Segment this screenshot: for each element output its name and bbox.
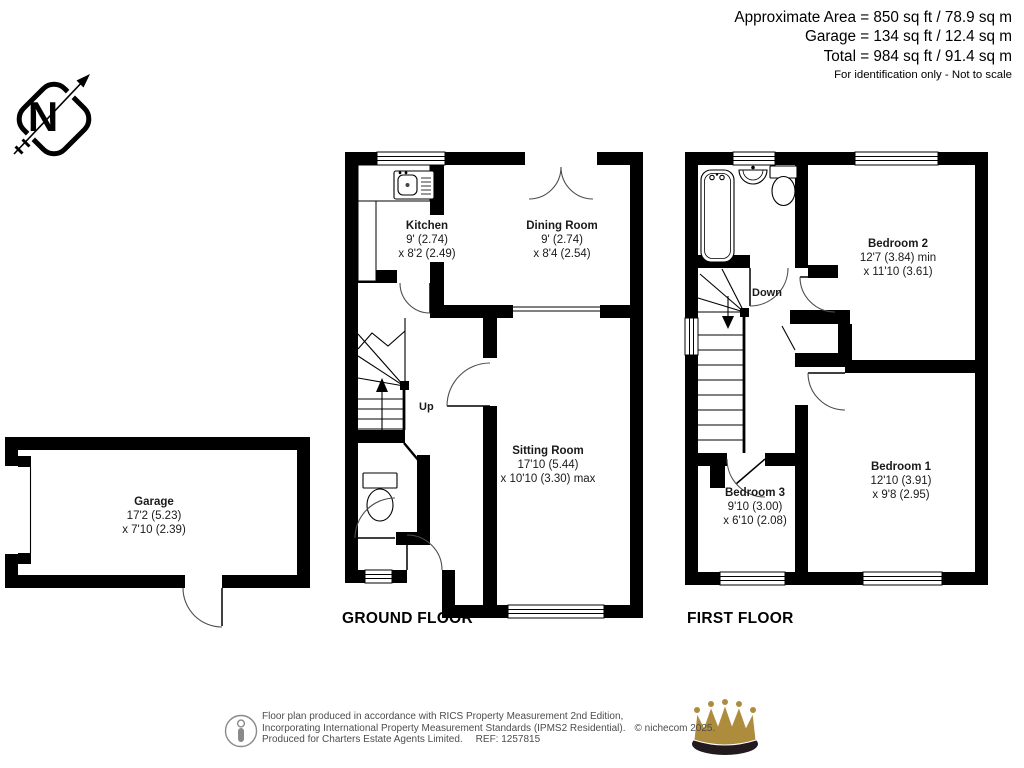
disclaimer-line-2-text: Incorporating International Property Measurement Standards (IPMS2 Residential). bbox=[262, 722, 626, 734]
reference-number: REF: 1257815 bbox=[475, 734, 541, 746]
room-name: Bedroom 2 bbox=[867, 238, 929, 250]
stairs-up-label: Up bbox=[419, 401, 434, 413]
ground-floor-label: GROUND FLOOR bbox=[342, 610, 474, 627]
area-summary bbox=[734, 8, 1012, 81]
window-icon bbox=[365, 570, 392, 583]
kitchen-sink-icon bbox=[394, 171, 434, 199]
toilet-icon bbox=[770, 166, 797, 206]
garage-label bbox=[122, 495, 186, 537]
room-dim: x 7'10 (2.39) bbox=[122, 524, 186, 536]
window-icon bbox=[685, 318, 698, 355]
window-icon bbox=[508, 605, 604, 618]
toilet-icon bbox=[363, 473, 397, 521]
window-icon bbox=[377, 152, 445, 165]
window-icon bbox=[863, 572, 942, 585]
room-name: Garage bbox=[134, 496, 174, 508]
room-name: Bedroom 3 bbox=[724, 487, 786, 499]
room-dim: 12'7 (3.84) min bbox=[859, 252, 937, 264]
room-dim: 9'10 (3.00) bbox=[727, 501, 783, 513]
bedroom-3-label bbox=[723, 486, 787, 528]
room-dim: 17'10 (5.44) bbox=[517, 459, 579, 471]
french-doors-icon bbox=[529, 167, 593, 199]
room-dim: 17'2 (5.23) bbox=[126, 510, 182, 522]
dining-room-label bbox=[526, 219, 598, 261]
garage-area-line: Garage = 134 sq ft / 12.4 sq m bbox=[804, 28, 1012, 46]
archway-lines bbox=[513, 307, 600, 311]
room-dim: x 8'4 (2.54) bbox=[533, 248, 591, 260]
room-dim: x 8'2 (2.49) bbox=[398, 248, 456, 260]
compass-north-label: N bbox=[27, 93, 59, 140]
door-swing-icon bbox=[800, 277, 835, 312]
window-icon bbox=[855, 152, 938, 165]
room-name: Bedroom 1 bbox=[870, 461, 932, 473]
room-dim: x 6'10 (2.08) bbox=[723, 515, 787, 527]
basin-icon bbox=[739, 166, 767, 184]
ground-floor-plan bbox=[345, 152, 643, 618]
copyright-text: © nichecom 2025. bbox=[634, 722, 716, 734]
ground-walls bbox=[345, 152, 643, 618]
approximate-area-line: Approximate Area = 850 sq ft / 78.9 sq m bbox=[734, 9, 1012, 26]
room-dim: 9' (2.74) bbox=[541, 234, 583, 246]
door-swing-icon bbox=[447, 363, 490, 406]
room-dim: x 9'8 (2.95) bbox=[872, 489, 930, 501]
first-floor-label: FIRST FLOOR bbox=[687, 610, 794, 627]
disclaimer-line-3 bbox=[262, 734, 715, 746]
compass-rose bbox=[10, 74, 95, 160]
door-swing-icon bbox=[400, 283, 430, 313]
garage-entry-door-swing-icon bbox=[183, 588, 222, 627]
stairs-down-icon bbox=[698, 269, 749, 453]
total-area-line: Total = 984 sq ft / 91.4 sq m bbox=[823, 47, 1012, 65]
room-name: Kitchen bbox=[405, 220, 449, 232]
disclaimer-line-3-text: Produced for Charters Estate Agents Limited. bbox=[262, 734, 463, 746]
identification-note: For identification only - Not to scale bbox=[834, 69, 1012, 82]
room-dim: x 10'10 (3.30) max bbox=[500, 473, 596, 485]
room-name: Sitting Room bbox=[512, 445, 584, 457]
door-swing-icon bbox=[808, 373, 845, 410]
bedroom-1-label bbox=[870, 460, 931, 502]
disclaimer-line-1: Floor plan produced in accordance with RICS Property Measurement 2nd Edition, bbox=[262, 711, 624, 722]
kitchen-label bbox=[398, 219, 455, 261]
room-dim: 12'10 (3.91) bbox=[870, 475, 932, 487]
stairs-down-label: Down bbox=[752, 287, 782, 299]
room-dim: x 11'10 (3.61) bbox=[863, 266, 933, 278]
disclaimer-line-2 bbox=[262, 723, 715, 735]
bedroom-2-label bbox=[860, 237, 936, 279]
stairs-up-icon bbox=[358, 318, 409, 430]
room-dim: 9' (2.74) bbox=[406, 234, 448, 246]
sitting-room-label bbox=[501, 444, 596, 486]
airing-cupboard-door-icon bbox=[782, 326, 795, 350]
disclaimer bbox=[262, 711, 715, 746]
window-icon bbox=[733, 152, 775, 165]
person-icon bbox=[226, 716, 257, 747]
bath-icon bbox=[701, 170, 734, 262]
window-icon bbox=[720, 572, 785, 585]
room-name: Dining Room bbox=[526, 220, 598, 232]
